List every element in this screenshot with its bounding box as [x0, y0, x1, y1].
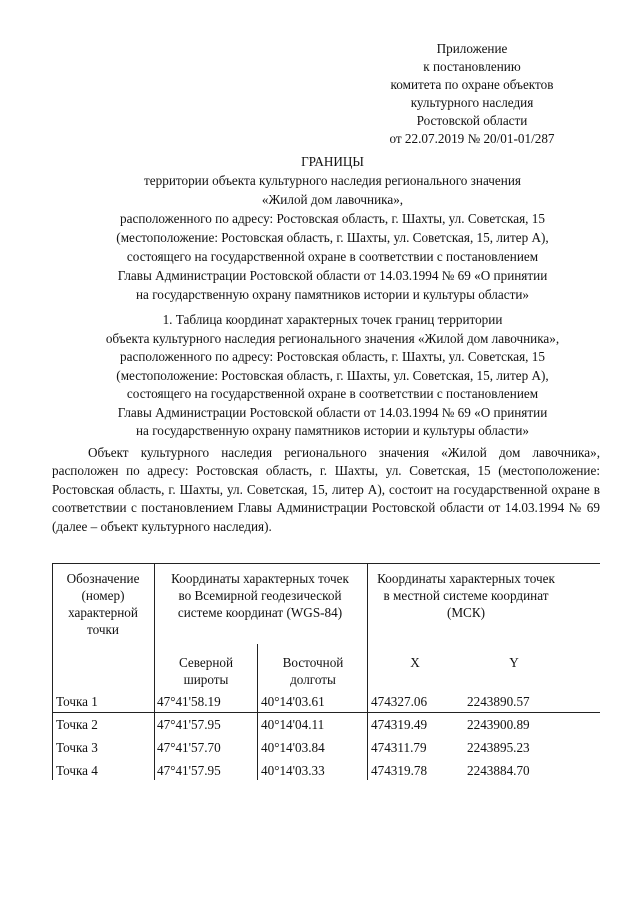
- cell-y: 2243884.70: [467, 763, 530, 778]
- caption-line: объекта культурного наследия регионального значения «Жилой дом лавочника»,: [105, 330, 560, 346]
- title-heading: ГРАНИЦЫ: [301, 154, 364, 169]
- cell-x: 474327.06: [371, 694, 428, 709]
- cell-x: 474319.49: [371, 717, 428, 732]
- caption-line: (местоположение: Ростовская область, г. Шахты, ул. Советская, 15, литер А),: [116, 367, 549, 383]
- header-east-longitude: Восточной долготы: [282, 655, 344, 687]
- header-y: Y: [509, 655, 519, 670]
- title-line: (местоположение: Ростовская область, г. Шахты, ул. Советская, 15, литер А),: [116, 230, 549, 245]
- appendix-line: Ростовской области: [416, 113, 528, 128]
- appendix-line: Приложение: [436, 41, 508, 56]
- caption-line: состоящего на государственной охране в соответствии с постановлением: [126, 386, 539, 401]
- appendix-line: культурного наследия: [410, 95, 534, 110]
- table-top-border: [52, 563, 600, 564]
- cell-east: 40°14'03.84: [261, 740, 325, 755]
- appendix-line: к постановлению: [423, 59, 521, 74]
- cell-x: 474311.79: [371, 740, 427, 755]
- cell-point: Точка 3: [56, 740, 98, 755]
- cell-y: 2243890.57: [467, 694, 530, 709]
- cell-point: Точка 4: [56, 763, 98, 778]
- title-line: на государственную охрану памятников истории и культуры области»: [136, 287, 529, 302]
- document-title: [40, 152, 625, 304]
- caption-line: на государственную охрану памятников истории и культуры области»: [136, 423, 529, 438]
- cell-north: 47°41'58.19: [157, 694, 221, 709]
- cell-point: Точка 2: [56, 717, 98, 732]
- cell-x: 474319.78: [371, 763, 428, 778]
- table-row-divider: [52, 712, 600, 713]
- header-north-latitude: Северной широты: [178, 655, 234, 687]
- header-x: X: [410, 655, 420, 670]
- title-line: «Жилой дом лавочника»,: [261, 192, 404, 207]
- cell-north: 47°41'57.70: [157, 740, 221, 755]
- table-column-divider: [367, 563, 368, 780]
- caption-line: 1. Таблица координат характерных точек границ территории: [162, 312, 503, 327]
- table-caption: [40, 311, 625, 441]
- cell-point: Точка 1: [56, 694, 98, 709]
- appendix-header: [352, 40, 592, 148]
- header-designation: Обозначение (номер) характерной точки: [66, 571, 140, 637]
- cell-north: 47°41'57.95: [157, 763, 221, 778]
- table-column-divider: [257, 644, 258, 780]
- title-line: состоящего на государственной охране в соответствии с постановлением: [126, 249, 539, 264]
- cell-east: 40°14'03.61: [261, 694, 325, 709]
- header-msk-group: Координаты характерных точек в местной системе координат (МСК): [377, 571, 555, 620]
- cell-y: 2243895.23: [467, 740, 530, 755]
- body-paragraph: Объект культурного наследия регионального значения «Жилой дом лавочника», расположен по адресу: Ростовская область, г. Шахты, ул. Советская, 15 (местоположение: Ростовская область, г. Шахты, ул. Советская, 15, литер А), состоит на государственной охране в соответствии с постановлением Главы Администрации Ростовской области от 14.03.1994 № 69 (далее – объект культурного наследия).: [52, 445, 600, 534]
- header-wgs-group: Координаты характерных точек во Всемирной геодезической системе координат (WGS-84): [171, 571, 349, 620]
- title-line: территории объекта культурного наследия регионального значения: [144, 173, 521, 188]
- title-line: Главы Администрации Ростовской области от 14.03.1994 № 69 «О принятии: [117, 268, 548, 283]
- cell-north: 47°41'57.95: [157, 717, 221, 732]
- table-column-divider: [154, 563, 155, 780]
- cell-east: 40°14'03.33: [261, 763, 325, 778]
- appendix-line: от 22.07.2019 № 20/01-01/287: [389, 131, 555, 146]
- title-line: расположенного по адресу: Ростовская область, г. Шахты, ул. Советская, 15: [120, 211, 545, 226]
- caption-line: расположенного по адресу: Ростовская область, г. Шахты, ул. Советская, 15: [120, 349, 545, 364]
- cell-east: 40°14'04.11: [261, 717, 325, 732]
- appendix-line: комитета по охране объектов: [390, 77, 554, 92]
- cell-y: 2243900.89: [467, 717, 530, 732]
- caption-line: Главы Администрации Ростовской области от 14.03.1994 № 69 «О принятии: [117, 404, 548, 420]
